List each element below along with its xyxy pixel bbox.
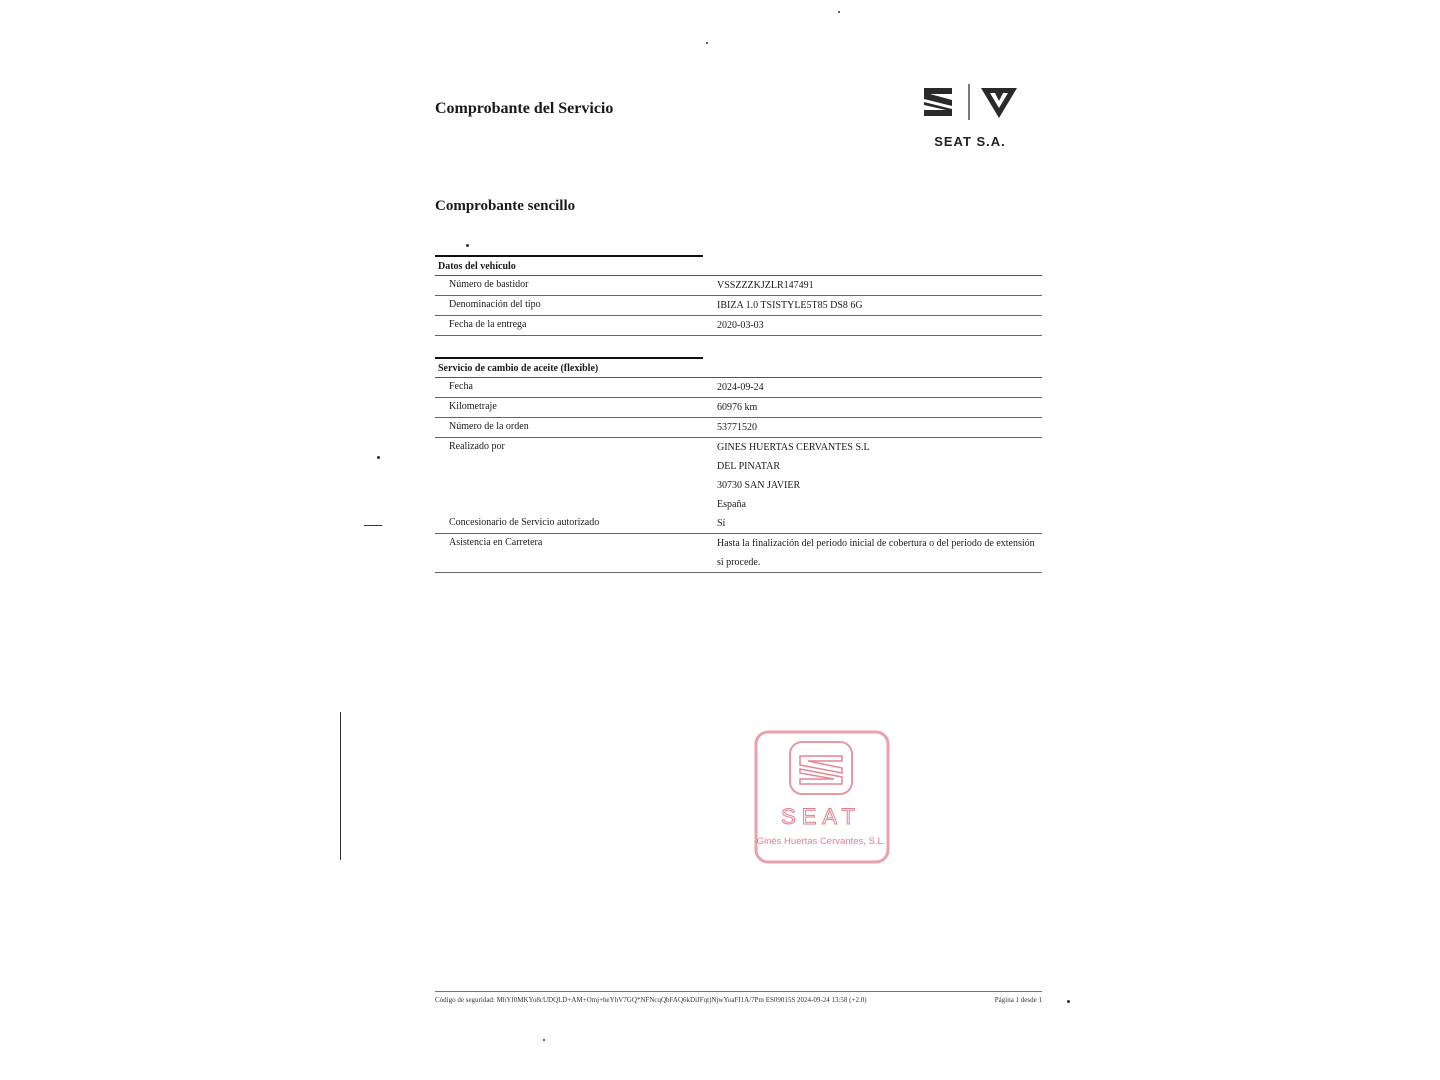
row-value: VSSZZZKJZLR147491: [717, 280, 814, 291]
vehicle-section: [435, 255, 1042, 336]
row-value: 53771520: [717, 422, 757, 433]
scan-mark: [364, 525, 382, 526]
service-section: [435, 357, 1042, 573]
row-value: 2024-09-24: [717, 382, 764, 393]
row-label: Denominación del tipo: [449, 299, 541, 310]
dealer-address-line: 30730 SAN JAVIER: [717, 480, 801, 491]
seat-dealer-stamp-icon: [750, 728, 892, 866]
row-label: Kilometraje: [449, 401, 497, 412]
table-row: [435, 534, 1042, 573]
dealer-name: GINES HUERTAS CERVANTES S.L: [717, 442, 870, 453]
dealer-address-line: DEL PINATAR: [717, 461, 780, 472]
row-value: Hasta la finalización del periodo inicial de cobertura o del periodo de extensión si procede.: [717, 538, 1035, 568]
scan-speck: [706, 42, 708, 44]
row-label: Asistencia en Carretera: [449, 537, 543, 548]
row-label: Número de bastidor: [449, 279, 529, 290]
row-value: 60976 km: [717, 402, 758, 413]
table-row: [435, 296, 1042, 316]
row-value: IBIZA 1.0 TSISTYLE5T85 DS8 6G: [717, 300, 863, 311]
row-label: Concesionario de Servicio autorizado: [449, 517, 600, 528]
table-row: [435, 276, 1042, 296]
page-number: Página 1 desde 1: [994, 996, 1042, 1004]
table-row: [435, 378, 1042, 398]
row-value: 2020-03-03: [717, 320, 764, 331]
row-value: Sí: [717, 518, 726, 529]
security-code: Código de seguridad: MhYf0MKYo8cUDQLD+AM+Omj+heYhV7GQ*NFNcqQbFAQ6kDiJFqt)NjwYoaFI1A/7Pm ES09015S 2024-09-24 13:58 (+2.0): [435, 996, 867, 1004]
scan-speck: [543, 1039, 545, 1041]
table-row: [435, 398, 1042, 418]
scan-mark: [340, 712, 341, 860]
brand-name: SEAT S.A.: [934, 134, 1006, 149]
document-title: Comprobante del Servicio: [435, 100, 614, 117]
footer-divider: [435, 991, 1042, 992]
performed-by-row: [435, 438, 1042, 514]
scan-speck: [1067, 1000, 1070, 1003]
row-label: Número de la orden: [449, 421, 529, 432]
document-subtitle: Comprobante sencillo: [435, 198, 576, 214]
scan-speck: [838, 11, 840, 13]
dealer-country: España: [717, 499, 746, 510]
table-row: [435, 316, 1042, 336]
table-row: [435, 514, 1042, 534]
vehicle-section-heading: Datos del vehículo: [435, 257, 1042, 276]
row-label: Realizado por: [449, 441, 505, 452]
stamp-brand: SEAT: [781, 804, 861, 829]
row-label: Fecha de la entrega: [449, 319, 527, 330]
service-section-heading: Servicio de cambio de aceite (flexible): [435, 359, 1042, 378]
row-label: Fecha: [449, 381, 473, 392]
table-row: [435, 418, 1042, 438]
scan-speck: [466, 244, 469, 247]
scan-speck: [377, 456, 380, 459]
stamp-dealer: Ginés Huertas Cervantes, S.L.: [756, 836, 886, 847]
